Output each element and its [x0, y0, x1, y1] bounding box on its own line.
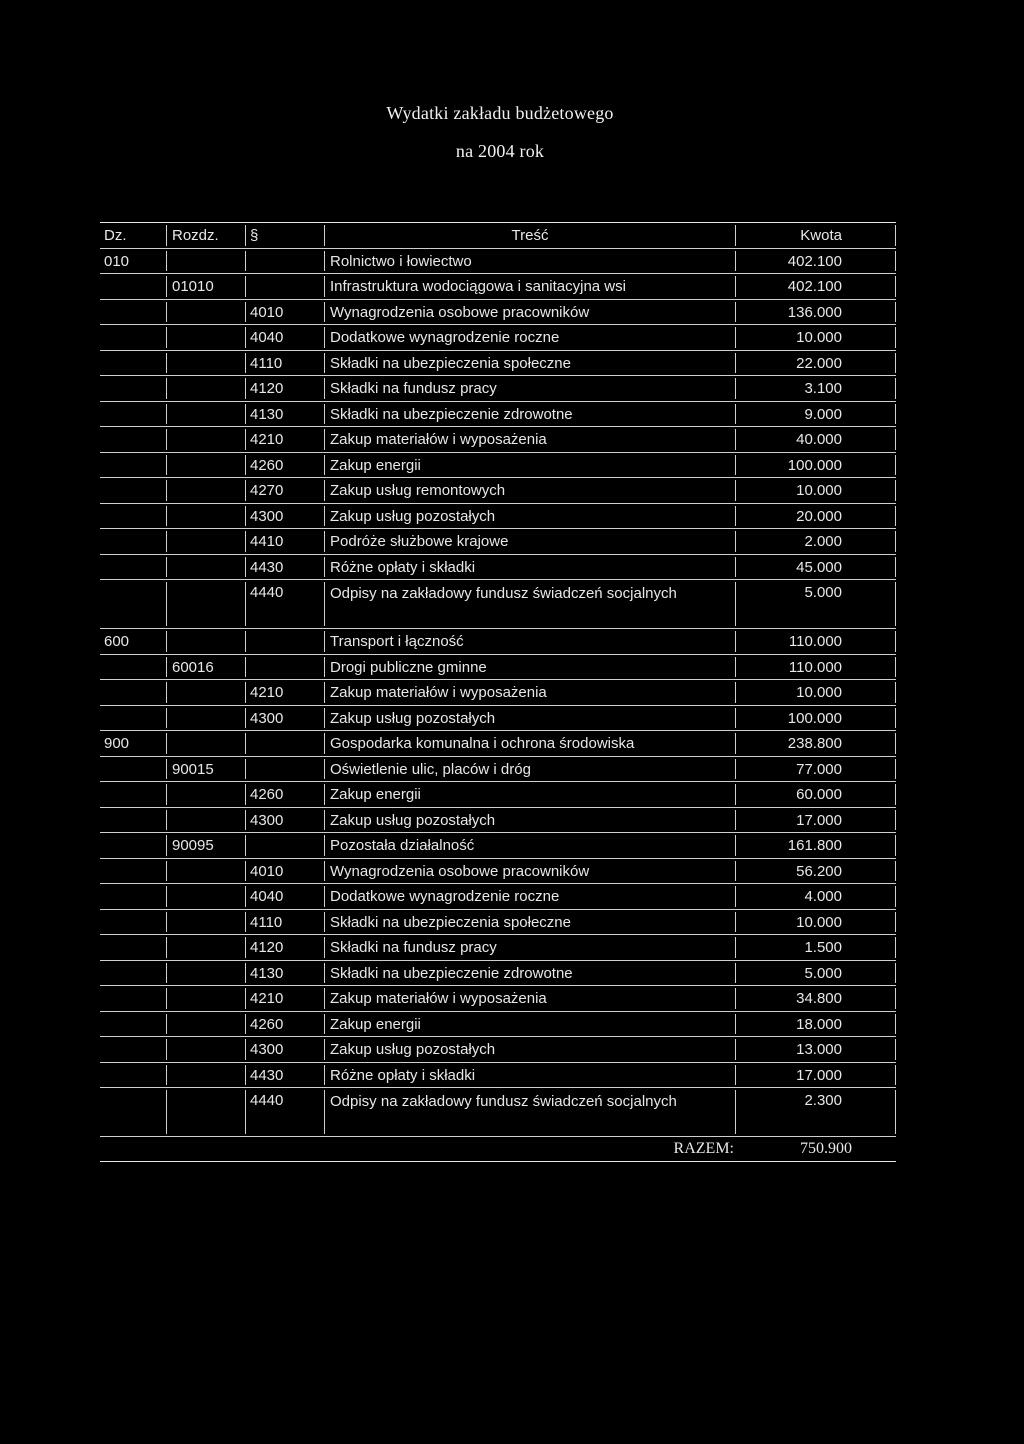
- cell-kwota: 10.000: [796, 684, 842, 701]
- cell-tresc: Dodatkowe wynagrodzenie roczne: [330, 329, 560, 346]
- header-dz: Dz.: [104, 227, 127, 244]
- cell-paragraph: 4430: [250, 1066, 284, 1084]
- cell-kwota: 45.000: [796, 558, 842, 576]
- cell-paragraph: 4130: [250, 964, 284, 982]
- table-row: [100, 910, 896, 936]
- cell-kwota: 136.000: [787, 303, 842, 321]
- cell-tresc: Zakup usług pozostałych: [330, 709, 496, 727]
- cell-paragraph: 4040: [250, 329, 284, 346]
- cell-tresc: Wynagrodzenia osobowe pracowników: [330, 862, 590, 880]
- table-row: [100, 655, 896, 681]
- cell-paragraph: 4270: [250, 482, 284, 499]
- cell-kwota: 17.000: [796, 1066, 842, 1084]
- cell-tresc: Oświetlenie ulic, placów i dróg: [330, 760, 531, 778]
- cell-dz: 900: [104, 735, 130, 752]
- cell-kwota: 4.000: [804, 888, 842, 905]
- cell-paragraph: 4110: [250, 354, 283, 372]
- cell-kwota: 238.800: [787, 735, 842, 752]
- cell-tresc: Zakup materiałów i wyposażenia: [330, 990, 547, 1007]
- cell-paragraph: 4120: [250, 380, 284, 397]
- expenses-table: [100, 222, 896, 1162]
- cell-kwota: 18.000: [796, 1015, 842, 1033]
- table-row: [100, 680, 896, 706]
- cell-kwota: 110.000: [788, 658, 842, 676]
- cell-kwota: 60.000: [796, 786, 842, 803]
- cell-paragraph: 4110: [250, 913, 283, 931]
- cell-tresc: Składki na ubezpieczenie zdrowotne: [330, 405, 573, 423]
- cell-paragraph: 4120: [250, 939, 284, 956]
- cell-paragraph: 4440: [250, 584, 284, 601]
- table-row: [100, 782, 896, 808]
- table-row: [100, 808, 896, 834]
- cell-tresc: Rolnictwo i łowiectwo: [330, 252, 472, 270]
- cell-paragraph: 4210: [250, 990, 284, 1007]
- table-row: [100, 580, 896, 629]
- table-row: [100, 757, 896, 783]
- cell-tresc: Zakup energii: [330, 786, 421, 803]
- header-tresc: Treść: [511, 227, 549, 244]
- table-row: [100, 1088, 896, 1137]
- cell-kwota: 22.000: [796, 354, 842, 372]
- table-row: [100, 504, 896, 530]
- cell-tresc: Zakup materiałów i wyposażenia: [330, 684, 547, 701]
- cell-dz: 010: [104, 252, 130, 270]
- table-header-row: [100, 223, 896, 249]
- table-row: [100, 629, 896, 655]
- cell-tresc: Odpisy na zakładowy fundusz świadczeń socjalnych: [330, 1093, 677, 1110]
- table-row: [100, 1037, 896, 1063]
- cell-paragraph: 4300: [250, 1041, 284, 1058]
- cell-kwota: 402.100: [787, 278, 842, 295]
- table-row: [100, 325, 896, 351]
- cell-tresc: Zakup usług pozostałych: [330, 1041, 496, 1058]
- cell-kwota: 20.000: [796, 507, 842, 525]
- table-row: [100, 706, 896, 732]
- cell-kwota: 9.000: [804, 405, 842, 423]
- cell-paragraph: 4040: [250, 888, 284, 905]
- cell-paragraph: 4410: [250, 533, 284, 550]
- cell-rozdz: 01010: [172, 278, 214, 295]
- cell-tresc: Składki na ubezpieczenia społeczne: [330, 354, 571, 372]
- cell-rozdz: 90015: [172, 760, 214, 778]
- table-row: [100, 274, 896, 300]
- cell-tresc: Zakup energii: [330, 1015, 421, 1033]
- cell-tresc: Dodatkowe wynagrodzenie roczne: [330, 888, 560, 905]
- table-row: [100, 884, 896, 910]
- cell-paragraph: 4300: [250, 709, 284, 727]
- cell-kwota: 5.000: [804, 584, 842, 601]
- cell-paragraph: 4130: [250, 405, 284, 423]
- table-row: [100, 986, 896, 1012]
- total-row: [100, 1137, 896, 1162]
- cell-kwota: 56.200: [796, 862, 842, 880]
- cell-paragraph: 4260: [250, 786, 284, 803]
- cell-kwota: 3.100: [804, 380, 842, 397]
- cell-paragraph: 4430: [250, 558, 284, 576]
- cell-rozdz: 60016: [172, 658, 214, 676]
- table-row: [100, 402, 896, 428]
- table-row: [100, 249, 896, 275]
- cell-kwota: 34.800: [796, 990, 842, 1007]
- cell-paragraph: 4210: [250, 684, 284, 701]
- cell-paragraph: 4260: [250, 456, 284, 474]
- cell-tresc: Składki na fundusz pracy: [330, 380, 497, 397]
- header-rozdz: Rozdz.: [172, 227, 219, 244]
- cell-kwota: 17.000: [796, 811, 842, 829]
- cell-kwota: 100.000: [787, 709, 842, 727]
- table-row: [100, 453, 896, 479]
- table-row: [100, 859, 896, 885]
- cell-tresc: Zakup usług pozostałych: [330, 811, 496, 829]
- cell-paragraph: 4260: [250, 1015, 284, 1033]
- cell-tresc: Gospodarka komunalna i ochrona środowiska: [330, 735, 635, 752]
- document-subtitle: na 2004 rok: [455, 141, 545, 161]
- cell-kwota: 402.100: [787, 252, 842, 270]
- cell-paragraph: 4010: [250, 303, 284, 321]
- cell-tresc: Zakup usług remontowych: [330, 482, 506, 499]
- cell-tresc: Transport i łączność: [330, 633, 464, 650]
- cell-tresc: Składki na fundusz pracy: [330, 939, 497, 956]
- cell-tresc: Drogi publiczne gminne: [330, 658, 487, 676]
- table-row: [100, 1012, 896, 1038]
- cell-tresc: Odpisy na zakładowy fundusz świadczeń socjalnych: [330, 585, 677, 602]
- table-row: [100, 478, 896, 504]
- cell-tresc: Pozostała działalność: [330, 837, 475, 854]
- table-row: [100, 935, 896, 961]
- cell-dz: 600: [104, 633, 130, 650]
- cell-kwota: 161.800: [787, 837, 842, 854]
- table-row: [100, 351, 896, 377]
- table-row: [100, 1063, 896, 1089]
- header-paragraph: §: [250, 227, 259, 244]
- table-row: [100, 731, 896, 757]
- cell-kwota: 110.000: [788, 633, 842, 650]
- cell-paragraph: 4440: [250, 1092, 284, 1109]
- table-row: [100, 833, 896, 859]
- cell-tresc: Zakup energii: [330, 456, 421, 474]
- cell-kwota: 10.000: [796, 329, 842, 346]
- cell-rozdz: 90095: [172, 837, 214, 854]
- cell-tresc: Wynagrodzenia osobowe pracowników: [330, 303, 590, 321]
- cell-kwota: 2.300: [804, 1092, 842, 1109]
- cell-tresc: Podróże służbowe krajowe: [330, 533, 509, 550]
- total-label: RAZEM:: [673, 1140, 734, 1157]
- cell-paragraph: 4010: [250, 862, 284, 880]
- table-row: [100, 376, 896, 402]
- cell-tresc: Składki na ubezpieczenie zdrowotne: [330, 964, 573, 982]
- cell-kwota: 1.500: [804, 939, 842, 956]
- table-row: [100, 427, 896, 453]
- header-kwota: Kwota: [800, 227, 842, 244]
- cell-paragraph: 4210: [250, 431, 284, 448]
- table-row: [100, 555, 896, 581]
- cell-paragraph: 4300: [250, 811, 284, 829]
- cell-kwota: 77.000: [796, 760, 842, 778]
- cell-kwota: 100.000: [787, 456, 842, 474]
- table-row: [100, 300, 896, 326]
- cell-tresc: Infrastruktura wodociągowa i sanitacyjna wsi: [330, 278, 626, 295]
- cell-tresc: Różne opłaty i składki: [330, 558, 476, 576]
- cell-kwota: 5.000: [804, 964, 842, 982]
- cell-kwota: 2.000: [804, 533, 842, 550]
- cell-paragraph: 4300: [250, 507, 284, 525]
- table-body: [100, 249, 896, 1138]
- cell-kwota: 10.000: [796, 482, 842, 499]
- cell-tresc: Zakup usług pozostałych: [330, 507, 496, 525]
- cell-kwota: 40.000: [796, 431, 842, 448]
- cell-tresc: Składki na ubezpieczenia społeczne: [330, 913, 571, 931]
- cell-kwota: 10.000: [796, 913, 842, 931]
- table-row: [100, 961, 896, 987]
- total-value: 750.900: [800, 1140, 852, 1157]
- table-row: [100, 529, 896, 555]
- cell-kwota: 13.000: [796, 1041, 842, 1058]
- cell-tresc: Różne opłaty i składki: [330, 1066, 476, 1084]
- cell-tresc: Zakup materiałów i wyposażenia: [330, 431, 547, 448]
- document-title: Wydatki zakładu budżetowego: [386, 103, 614, 123]
